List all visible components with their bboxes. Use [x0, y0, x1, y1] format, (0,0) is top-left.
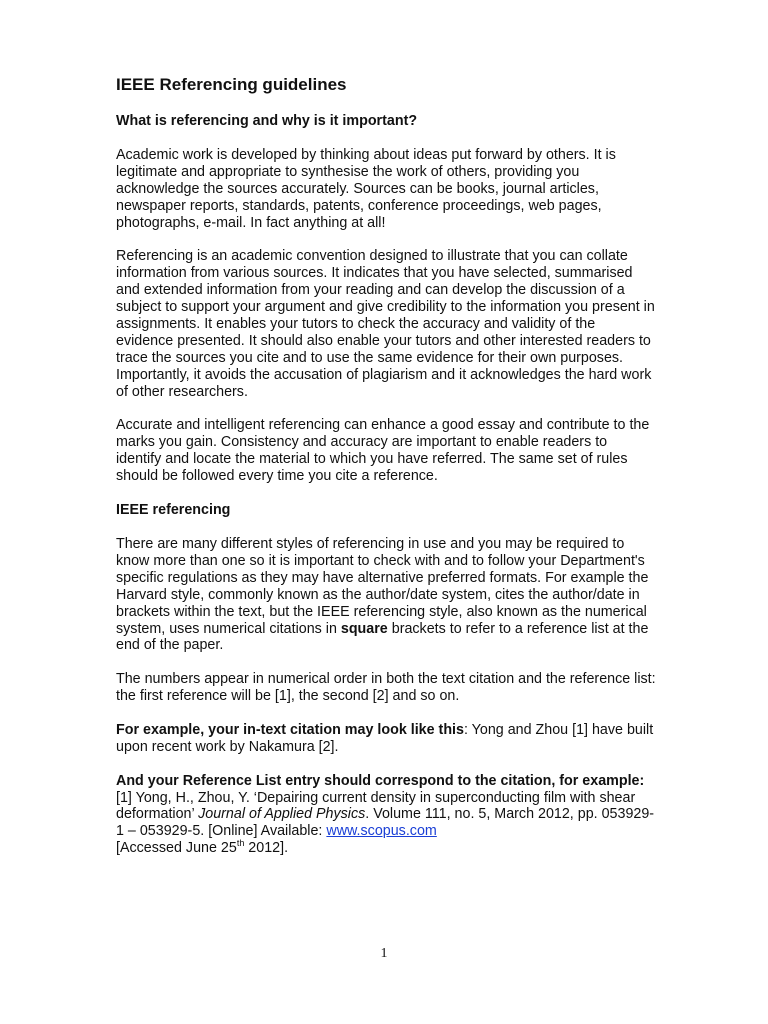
- reference-accessed-sup: th: [236, 838, 245, 849]
- scopus-link[interactable]: www.scopus.com: [326, 823, 437, 840]
- styles-text-end: brackets to refer to a reference list at the end of the paper.: [116, 620, 649, 654]
- reference-entry-start: [1] Yong, H., Zhou, Y. ‘Depairing current density in superconducting film with shear deformation’: [116, 789, 636, 823]
- paragraph-convention: Referencing is an academic convention designed to illustrate that you can collate information from various sources. It indicates that you have selected, summarised and extended information from your reading and can develop the discussion of a subject to support your argument and give credibility to the information you present in assignments. It enables your tutors to check the accuracy and validity of the evidence presented. It should also enable your tutors and other interested readers to trace the sources you cite and to use the same evidence for their own purposes. Importantly, it avoids the accusation of plagiarism and it acknowledges the hard work of other researchers.: [116, 248, 655, 400]
- reference-entry-details: . Volume 111, no. 5, March 2012, pp. 053929-1 – 053929-5. [Online] Available:: [116, 806, 655, 840]
- paragraph-example: [116, 722, 656, 756]
- reference-journal: Journal of Applied Physics: [198, 806, 366, 823]
- paragraph-styles: [116, 536, 656, 654]
- paragraph-intro: Academic work is developed by thinking about ideas put forward by others. It is legitimate and appropriate to synthesise the work of others, providing you acknowledge the sources accurately. Sources can be books, journal articles, newspaper reports, standards, patents, conference proceedings, web pages, photographs, e-mail. In fact anything at all!: [116, 147, 616, 231]
- reference-accessed: [Accessed June 25: [116, 840, 237, 857]
- example-text: : Yong and Zhou [1] have built upon recent work by Nakamura [2].: [116, 721, 654, 755]
- document-body: [116, 74, 656, 857]
- styles-text-start: There are many different styles of referencing in use and you may be required to know more than one so it is important to check with and to follow your Department's specific regulations as they may have alternative preferred formats. For example the Harvard style, commonly known as the author/date system, cites the author/date in brackets within the text, but the IEEE referencing style, also known as the numerical system, uses numerical citations in: [116, 535, 649, 637]
- example-bold-lead: For example, your in-text citation may look like this: [116, 721, 464, 738]
- reference-example-block: [116, 773, 656, 858]
- reference-list-heading: And your Reference List entry should correspond to the citation, for example:: [116, 772, 645, 789]
- paragraph-accuracy: Accurate and intelligent referencing can enhance a good essay and contribute to the marks you gain. Consistency and accuracy are important to enable readers to identify and locate the material to which you have referred. The same set of rules should be followed every time you cite a reference.: [116, 417, 650, 485]
- page-number: 1: [380, 946, 388, 961]
- styles-bold-square: square: [340, 620, 388, 637]
- section-heading-referencing: What is referencing and why is it important?: [116, 113, 418, 129]
- paragraph-numbers: The numbers appear in numerical order in both the text citation and the reference list: the first reference will be [1], the second [2] and so on.: [116, 671, 656, 705]
- section-heading-ieee: IEEE referencing: [116, 501, 231, 518]
- document-title: IEEE Referencing guidelines: [116, 75, 347, 94]
- reference-accessed-end: 2012].: [244, 840, 289, 857]
